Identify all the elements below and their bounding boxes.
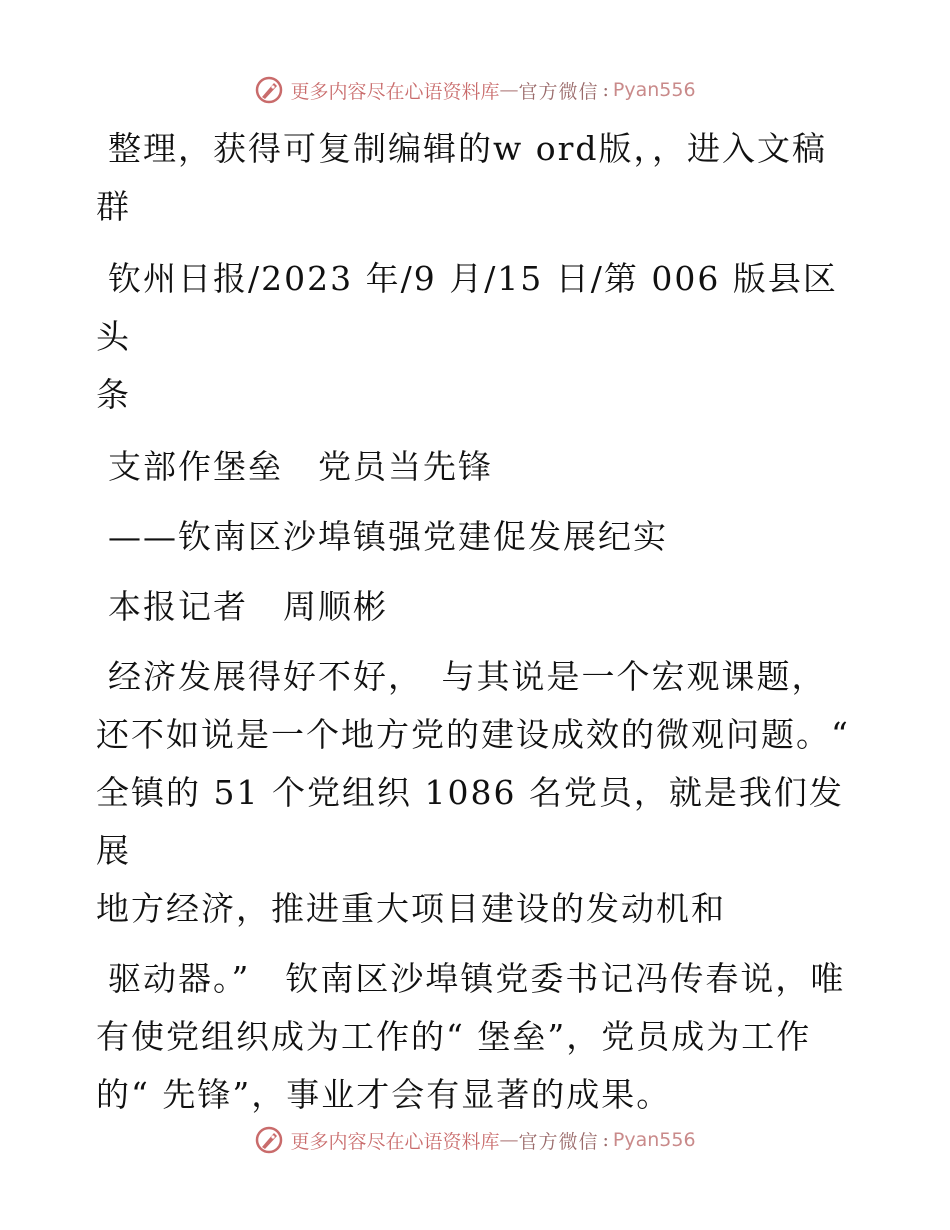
header-watermark	[0, 72, 950, 108]
subheadline-text: ——钦南区沙埠镇强党建促发展纪实	[108, 517, 668, 556]
watermark-wechat-id: Pyan556	[612, 79, 696, 101]
headline-text: 支部作堡垒 党员当先锋	[108, 447, 493, 486]
dateline	[96, 250, 856, 366]
paragraph-1-line-1	[96, 648, 856, 706]
byline-text: 本报记者 周顺彬	[108, 587, 388, 626]
watermark-main-text: 更多内容尽在心语资料库	[290, 1130, 500, 1153]
footer-watermark	[0, 1122, 950, 1158]
watermark-main-text: 更多内容尽在心语资料库	[290, 80, 500, 103]
document-body	[96, 120, 856, 1124]
dateline-text: 钦州日报/2023 年/9 月/15 日/第 006 版县区头	[96, 259, 838, 356]
subheadline	[96, 508, 856, 566]
paragraph-1-line-3: 全镇的 51 个党组织 1086 名党员，就是我们发展	[96, 773, 844, 870]
watermark-sub-text: 官方微信	[518, 80, 599, 103]
pen-nib-logo-icon	[254, 75, 284, 105]
intro-line-text: 整理，获得可复制编辑的w ord版，，进入文稿	[108, 129, 828, 168]
dateline-cont: 条	[96, 375, 131, 414]
paragraph-2-line-1	[96, 950, 856, 1008]
paragraph-1-line-1-text: 经济发展得好不好， 与其说是一个宏观课题，	[108, 657, 827, 696]
watermark-sub-text: 官方微信	[518, 1130, 599, 1153]
intro-line-cont: 群	[96, 187, 131, 226]
paragraph-1-line-4: 地方经济，推进重大项目建设的发动机和	[96, 889, 726, 928]
paragraph-1-line-2: 还不如说是一个地方党的建设成效的微观问题。“	[96, 715, 850, 754]
intro-line	[96, 120, 856, 178]
watermark-colon: :	[602, 1129, 609, 1151]
byline	[96, 578, 856, 636]
headline	[96, 438, 856, 496]
pen-nib-logo-icon	[254, 1125, 284, 1155]
watermark-separator: —	[499, 1129, 519, 1151]
watermark-separator: —	[499, 79, 519, 101]
paragraph-2-line-2: 有使党组织成为工作的“ 堡垒”，党员成为工作	[96, 1017, 812, 1056]
paragraph-2-line-3: 的“ 先锋”，事业才会有显著的成果。	[96, 1075, 672, 1114]
watermark-colon: :	[602, 79, 609, 101]
watermark-wechat-id: Pyan556	[612, 1129, 696, 1151]
paragraph-2-line-1-text: 驱动器。” 钦南区沙埠镇党委书记冯传春说，唯	[108, 959, 846, 998]
